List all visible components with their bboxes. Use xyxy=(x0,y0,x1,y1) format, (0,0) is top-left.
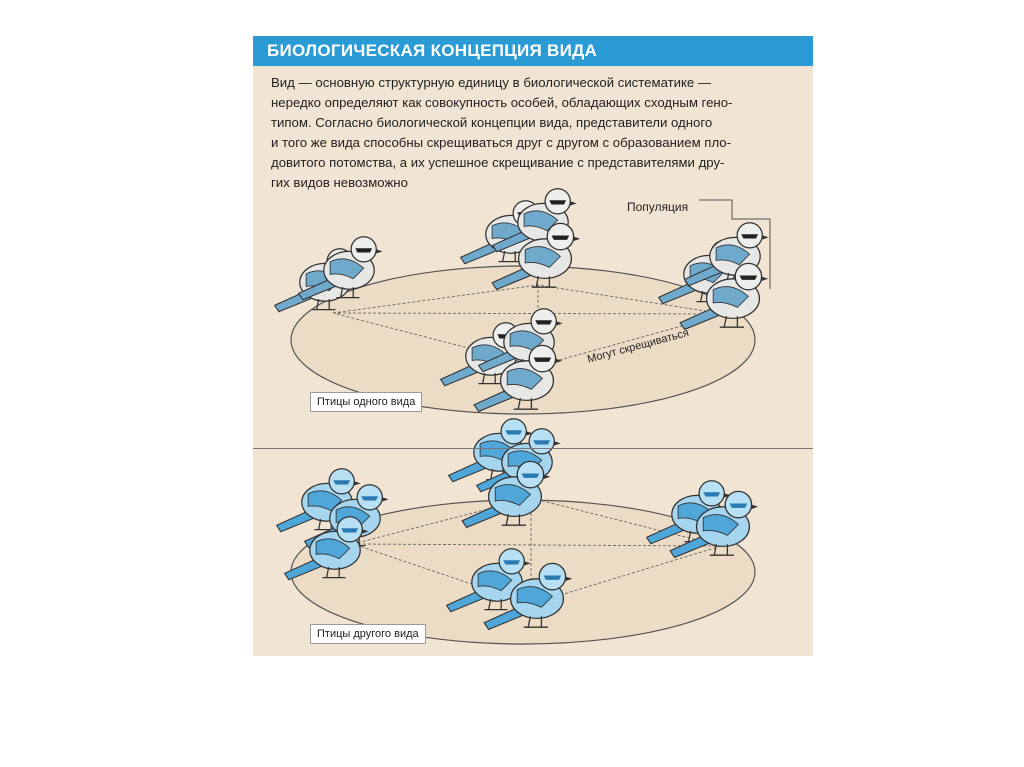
same-species-group xyxy=(275,189,770,414)
other-species-label: Птицы другого вида xyxy=(310,624,426,644)
species-concept-figure xyxy=(253,36,813,656)
intro-line: довитого потомства, а их успешное скрещивание с представителями дру- xyxy=(271,155,725,170)
intro-line: гих видов невозможно xyxy=(271,175,408,190)
intro-line: нередко определяют как совокупность особей, обладающих сходным гено- xyxy=(271,95,733,110)
intro-line: Вид — основную структурную единицу в биологической систематике — xyxy=(271,75,712,90)
intro-line: и того же вида способны скрещиваться друг с другом с образованием пло- xyxy=(271,135,732,150)
other-species-group xyxy=(277,419,759,644)
section-divider xyxy=(253,448,813,449)
population-label: Популяция xyxy=(627,200,689,214)
intro-line: типом. Согласно биологической концепции вида, представители одного xyxy=(271,115,713,130)
birds-scene xyxy=(253,36,813,656)
can-interbreed-label: Могут скрещиваться xyxy=(586,326,691,366)
same-species-label: Птицы одного вида xyxy=(310,392,422,412)
figure-title: БИОЛОГИЧЕСКАЯ КОНЦЕПЦИЯ ВИДА xyxy=(267,41,598,60)
